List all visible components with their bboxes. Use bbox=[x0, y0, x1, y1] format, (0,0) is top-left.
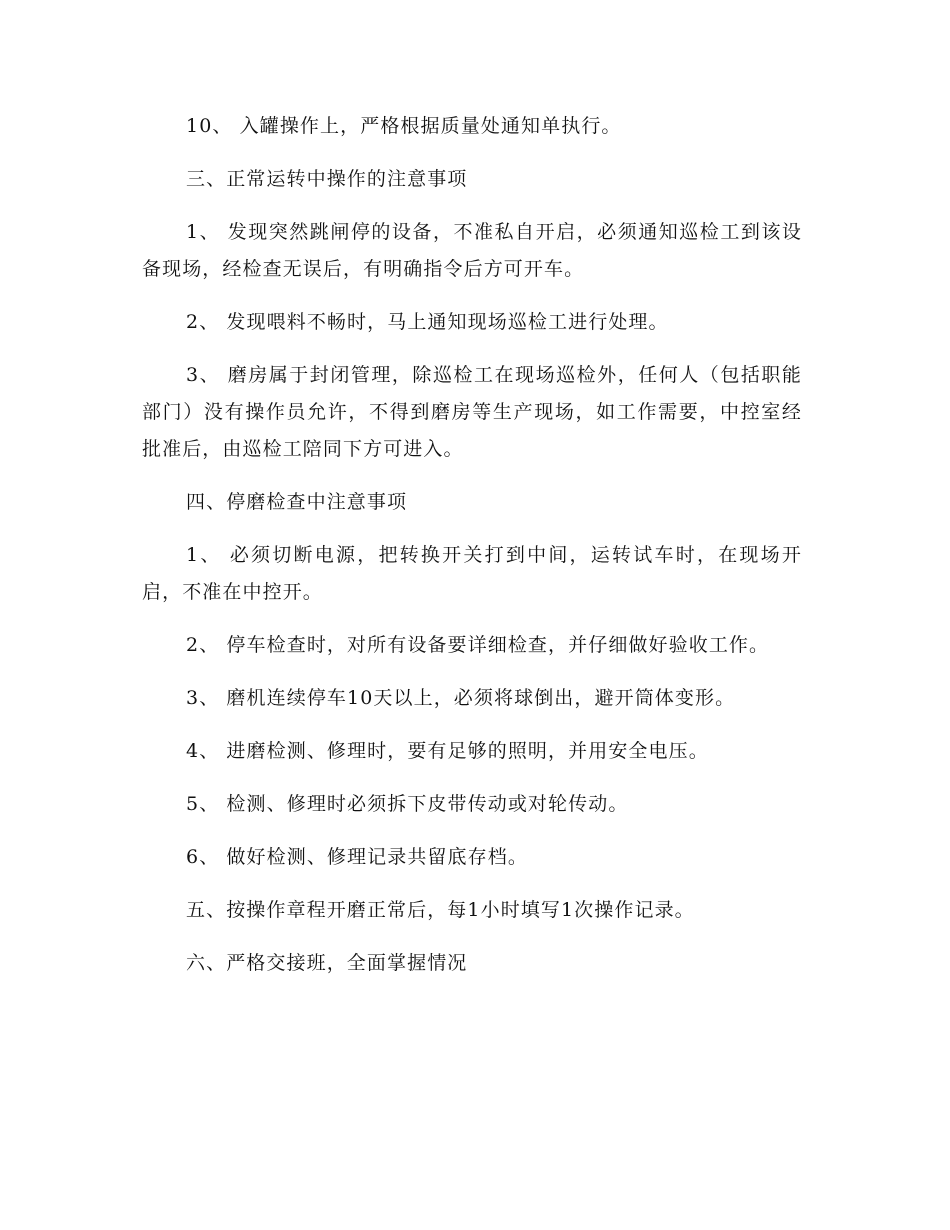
section-heading-4: 四、停磨检查中注意事项 bbox=[186, 491, 408, 513]
paragraph-4-4: 4、 进磨检测、修理时，要有足够的照明，并用安全电压。 bbox=[186, 740, 709, 762]
paragraph-3-2: 2、 发现喂料不畅时，马上通知现场巡检工进行处理。 bbox=[186, 311, 669, 333]
paragraph-3-1: 1、 发现突然跳闸停的设备，不准私自开启，必须通知巡检工到该设备现场，经检查无误后，有明确指令后方可开车。 bbox=[142, 221, 802, 280]
section-heading-3: 三、正常运转中操作的注意事项 bbox=[186, 168, 468, 190]
paragraph-4-5: 5、 检测、修理时必须拆下皮带传动或对轮传动。 bbox=[186, 793, 629, 815]
section-heading-5: 五、按操作章程开磨正常后，每1小时填写1次操作记录。 bbox=[186, 899, 695, 921]
paragraph-item-10: 10、 入罐操作上，严格根据质量处通知单执行。 bbox=[186, 115, 622, 137]
document-body bbox=[142, 108, 802, 998]
section-heading-6: 六、严格交接班，全面掌握情况 bbox=[186, 952, 468, 974]
paragraph-3-3: 3、 磨房属于封闭管理，除巡检工在现场巡检外，任何人（包括职能部门）没有操作员允许，不得到磨房等生产现场，如工作需要，中控室经批准后，由巡检工陪同下方可进入。 bbox=[142, 364, 802, 460]
paragraph-4-3: 3、 磨机连续停车10天以上，必须将球倒出，避开筒体变形。 bbox=[186, 687, 736, 709]
paragraph-4-2: 2、 停车检查时，对所有设备要详细检查，并仔细做好验收工作。 bbox=[186, 634, 770, 656]
paragraph-4-1: 1、 必须切断电源，把转换开关打到中间，运转试车时，在现场开启，不准在中控开。 bbox=[142, 544, 802, 603]
paragraph-4-6: 6、 做好检测、修理记录共留底存档。 bbox=[186, 846, 528, 868]
